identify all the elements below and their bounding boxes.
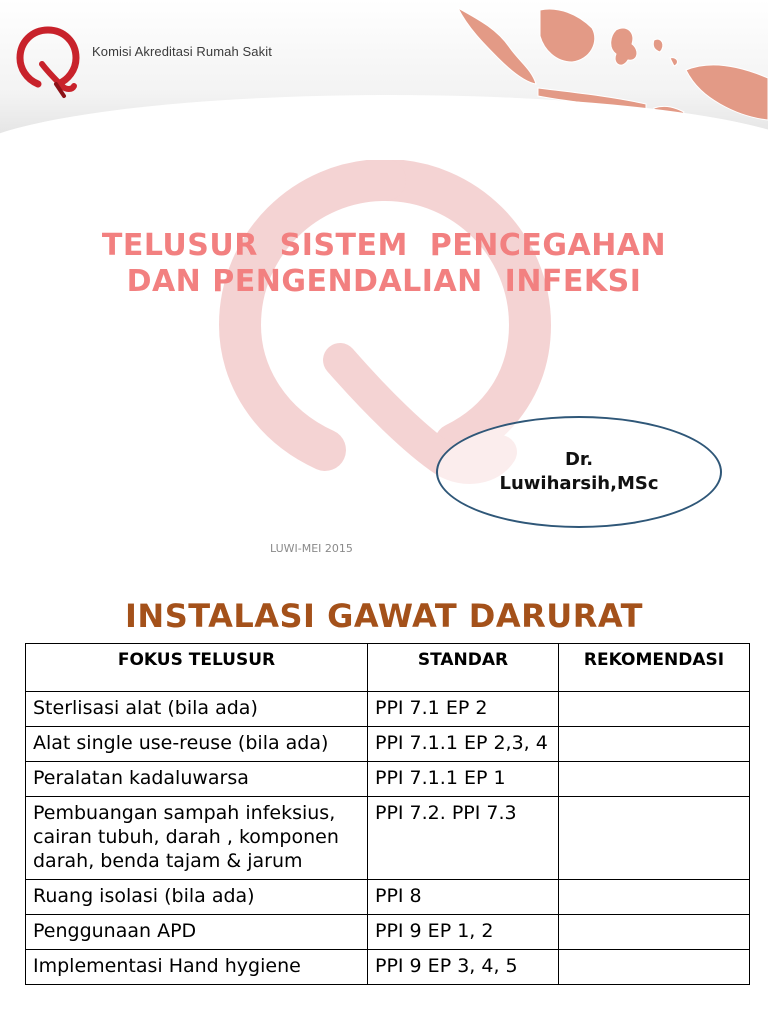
cell-rekomendasi (559, 762, 750, 797)
slide-footer: LUWI-MEI 2015 (270, 542, 353, 555)
organization-name: Komisi Akreditasi Rumah Sakit (92, 44, 272, 59)
cell-fokus: Alat single use-reuse (bila ada) (26, 727, 368, 762)
title-line-2: DAN PENGENDALIAN INFEKSI (126, 264, 642, 299)
author-title: Dr. (564, 449, 594, 470)
header-fokus-telusur: FOKUS TELUSUR (26, 644, 368, 692)
cell-fokus: Sterlisasi alat (bila ada) (26, 692, 368, 727)
table-row (26, 915, 750, 950)
focus-table (25, 643, 750, 985)
table-row (26, 950, 750, 985)
header-rekomendasi: REKOMENDASI (559, 644, 750, 692)
cell-rekomendasi (559, 692, 750, 727)
cell-rekomendasi (559, 915, 750, 950)
table-row (26, 762, 750, 797)
cell-fokus: Pembuangan sampah infeksius, cairan tubuh, darah , komponen darah, benda tajam & jarum (26, 797, 368, 880)
cell-rekomendasi (559, 950, 750, 985)
cell-rekomendasi (559, 727, 750, 762)
presentation-title (0, 228, 768, 300)
cell-standar: PPI 9 EP 3, 4, 5 (368, 950, 559, 985)
author-name (499, 448, 658, 496)
author-ellipse (436, 416, 722, 528)
table-row (26, 692, 750, 727)
cell-fokus: Implementasi Hand hygiene (26, 950, 368, 985)
cell-fokus: Penggunaan APD (26, 915, 368, 950)
cell-standar: PPI 9 EP 1, 2 (368, 915, 559, 950)
slide-title: INSTALASI GAWAT DARURAT (125, 597, 643, 635)
cell-standar: PPI 8 (368, 880, 559, 915)
cell-rekomendasi (559, 880, 750, 915)
cell-standar: PPI 7.1.1 EP 2,3, 4 (368, 727, 559, 762)
author-fullname: Luwiharsih,MSc (499, 473, 659, 494)
title-line-1: TELUSUR SISTEM PENCEGAHAN (101, 228, 667, 263)
cell-standar: PPI 7.1 EP 2 (368, 692, 559, 727)
cell-fokus: Peralatan kadaluwarsa (26, 762, 368, 797)
table-header-row (26, 644, 750, 692)
cell-standar: PPI 7.2. PPI 7.3 (368, 797, 559, 880)
table-row (26, 727, 750, 762)
header-standar: STANDAR (368, 644, 559, 692)
table-slide (0, 576, 768, 1024)
table-row (26, 797, 750, 880)
cell-rekomendasi (559, 797, 750, 880)
cell-fokus: Ruang isolasi (bila ada) (26, 880, 368, 915)
table-row (26, 880, 750, 915)
kars-logo-icon (16, 24, 80, 100)
cell-standar: PPI 7.1.1 EP 1 (368, 762, 559, 797)
